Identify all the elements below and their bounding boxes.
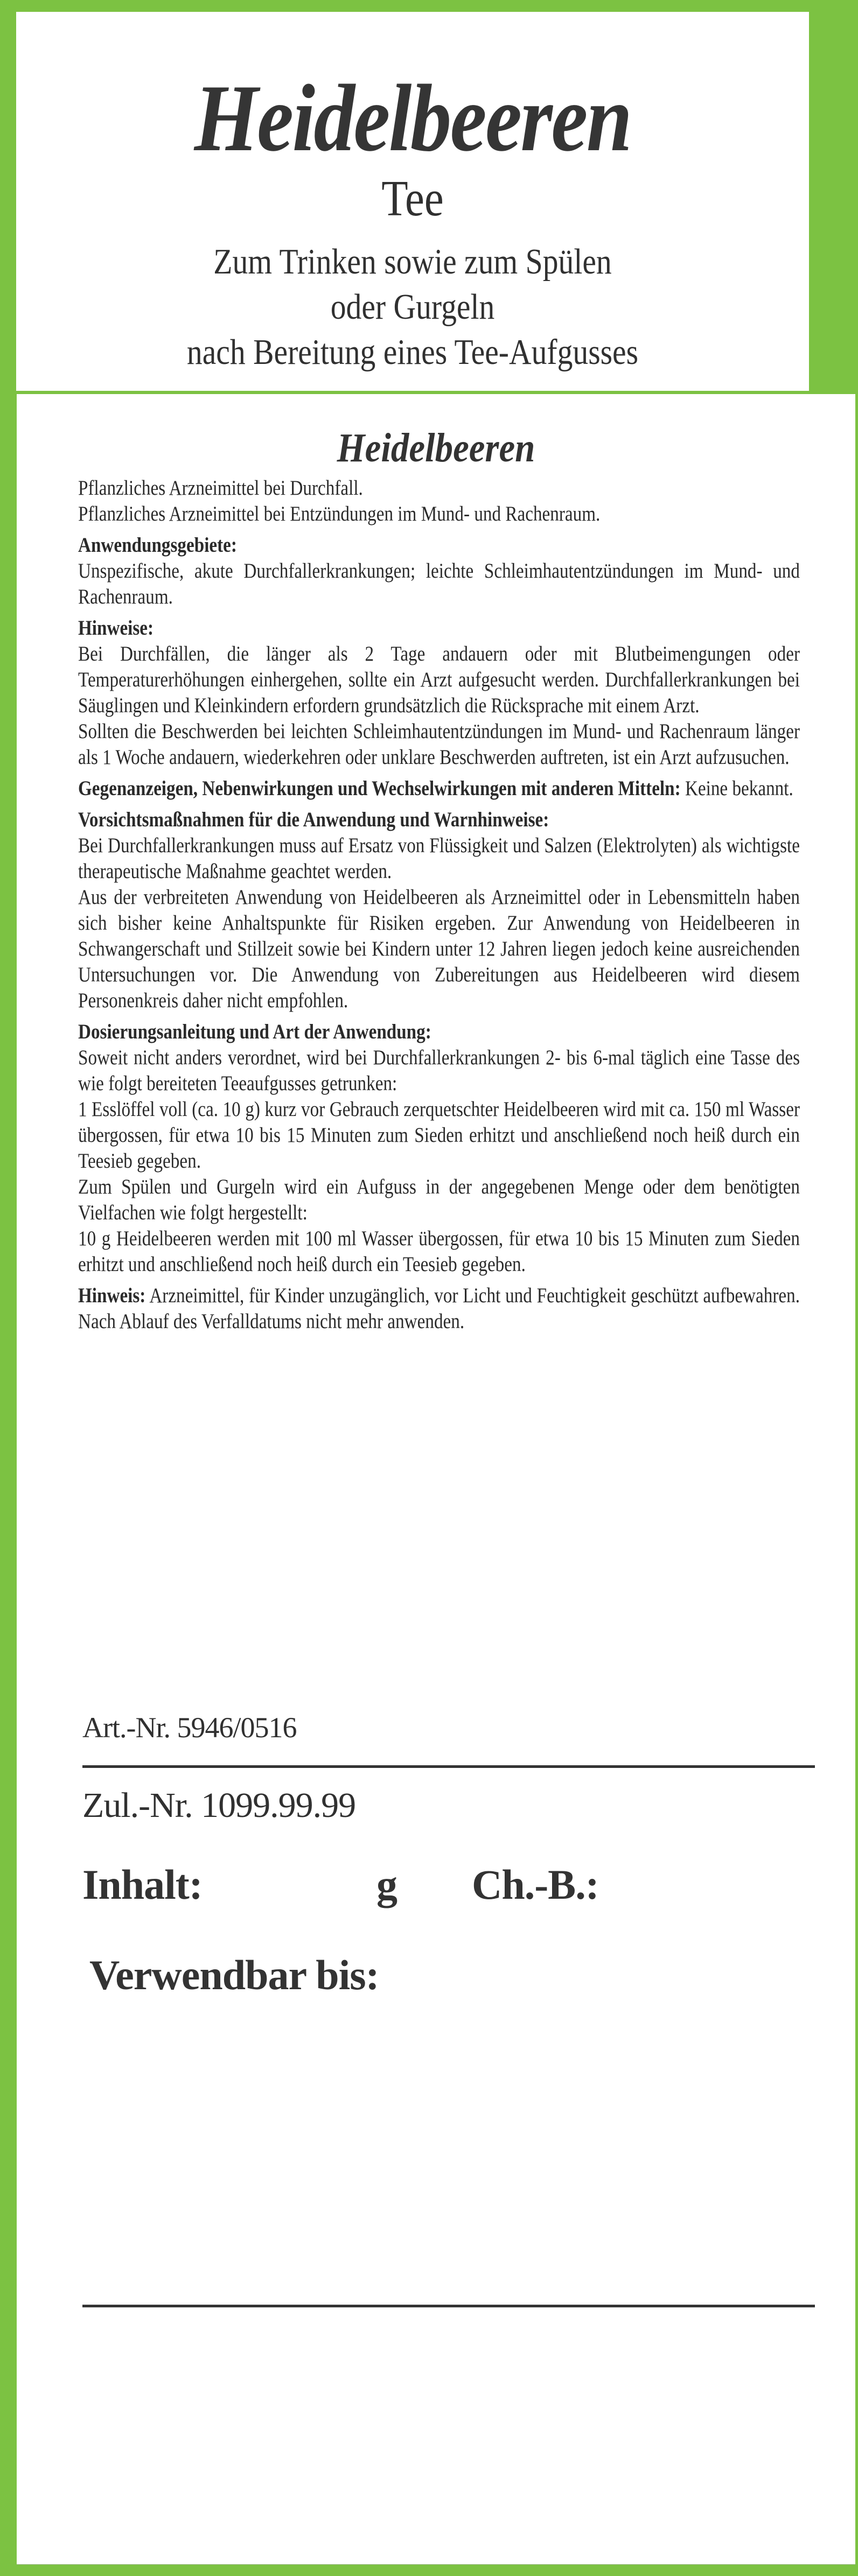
leaflet-body [78,475,800,1334]
label-front-panel [16,12,809,391]
section-text: Sollten die Beschwerden bei leichten Schleimhautentzündungen im Mund- und Rachenraum länger als 1 Woche andauern, wiederkehren oder unklare Beschwerden auftreten, ist ein Arzt aufzusuchen. [78,719,800,769]
article-number: Art.-Nr. 5946/0516 [82,1711,297,1744]
section-title-hinweise: Hinweise: [78,616,154,640]
section-text: Aus der verbreiteten Anwendung von Heidelbeeren als Arzneimittel oder in Lebensmitteln haben sich bisher keine Anhaltspunkte für Risiken ergeben. Zur Anwendung von Heidelbeeren in Schwangerschaft und Stillzeit sowie bei Kindern unter 12 Jahren liegen jedoch keine ausreichenden Untersuchungen vor. Die Anwendung von Zubereitungen aus Heidelbeeren wird diesem Personenkreis daher nicht empfohlen. [78,885,800,1012]
section-text: Zum Spülen und Gurgeln wird ein Aufguss in der angegebenen Menge oder dem benötigten Vielfachen wie folgt hergestellt: [78,1175,800,1224]
divider-line [82,1765,815,1768]
section-text: Soweit nicht anders verordnet, wird bei Durchfallerkrankungen 2- bis 6-mal täglich eine Tasse des wie folgt bereiteten Teeaufgusses getrunken: [78,1045,800,1095]
section-title-vorsichtsmassnahmen: Vorsichtsmaßnahmen für die Anwendung und Warnhinweise: [78,808,549,831]
leaflet-heading: Heidelbeeren [337,425,535,471]
product-type: Tee [381,171,444,227]
intro-line: Pflanzliches Arzneimittel bei Entzündungen im Mund- und Rachenraum. [78,502,601,525]
section-title-anwendungsgebiete: Anwendungsgebiete: [78,533,237,557]
section-gegenanzeigen [78,775,800,801]
section-hinweis-storage [78,1282,800,1334]
usage-line: Zum Trinken sowie zum Spülen [213,242,612,282]
section-title-hinweis: Hinweis: [78,1283,146,1307]
batch-label: Ch.-B.: [472,1861,599,1908]
content-label: Inhalt: [82,1861,203,1908]
section-text: 10 g Heidelbeeren werden mit 100 ml Wasser übergossen, für etwa 10 bis 15 Minuten zum Sieden erhitzt und anschließend noch heiß durch ein Teesieb gegeben. [78,1226,800,1276]
section-text: Unspezifische, akute Durchfallerkrankungen; leichte Schleimhautentzündungen im Mund- und Rachenraum. [78,559,800,608]
usage-line: nach Bereitung eines Tee-Aufgusses [186,332,639,372]
section-title-dosierung: Dosierungsanleitung und Art der Anwendung: [78,1020,431,1043]
section-title-gegenanzeigen: Gegenanzeigen, Nebenwirkungen und Wechselwirkungen mit anderen Mitteln: [78,776,681,800]
section-inline-text: Keine bekannt. [685,776,793,800]
brand-title: Heidelbeeren [194,65,631,171]
approval-number: Zul.-Nr. 1099.99.99 [82,1786,356,1825]
usage-line: oder Gurgeln [330,287,495,327]
intro-line: Pflanzliches Arzneimittel bei Durchfall. [78,476,363,500]
usage-description [72,239,754,375]
content-unit: g [376,1861,397,1908]
expiry-label: Verwendbar bis: [89,1952,379,1998]
section-inline-text: Arzneimittel, für Kinder unzugänglich, vor Licht und Feuchtigkeit geschützt aufbewahren. Nach Ablauf des Verfalldatums nicht mehr anwenden. [78,1283,800,1333]
section-text: 1 Esslöffel voll (ca. 10 g) kurz vor Gebrauch zerquetschter Heidelbeeren wird mit ca. 150 ml Wasser übergossen, für etwa 10 bis 15 Minuten zum Sieden erhitzt und anschließend noch heiß durch ein Teesieb gegeben. [78,1097,800,1173]
package-leaflet-panel [17,394,855,2564]
expiry-write-line [82,2305,815,2307]
section-text: Bei Durchfällen, die länger als 2 Tage andauern oder mit Blutbeimengungen oder Temperaturerhöhungen einhergehen, sollte ein Arzt aufgesucht werden. Durchfallerkrankungen bei Säuglingen und Kleinkindern erfordern grundsätzlich die Rücksprache mit einem Arzt. [78,642,800,717]
section-text: Bei Durchfallerkrankungen muss auf Ersatz von Flüssigkeit und Salzen (Elektrolyten) als wichtigste therapeutische Maßnahme geachtet werden. [78,833,800,883]
